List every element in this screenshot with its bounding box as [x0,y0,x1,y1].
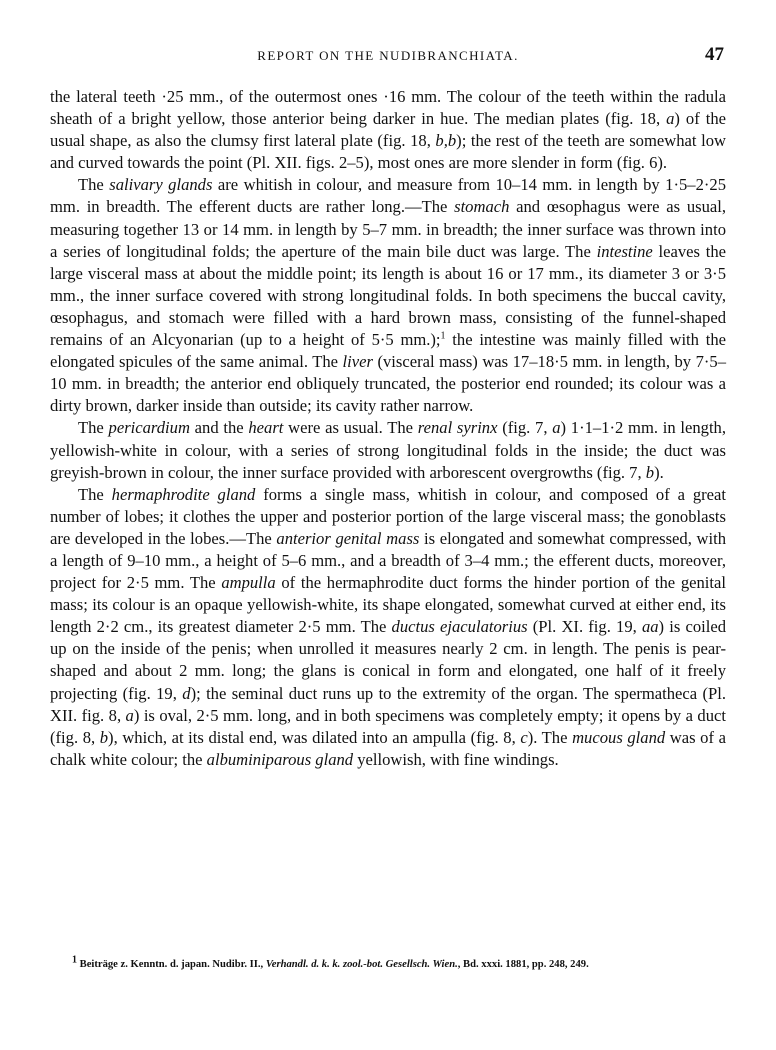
italic-term: a [552,418,561,438]
page-header [50,44,726,68]
text-run: , Bd. xxxi. 1881, pp. 248, 249. [457,959,589,970]
italic-term: albuminiparous gland [206,749,354,769]
text-run: The [78,484,112,504]
text-run: (fig. 7, [497,418,553,438]
italic-term: a [666,109,675,129]
body-text [50,86,726,771]
italic-term: b,b [435,131,457,151]
text-run: ) is coiled up on the inside of the penis; when unrolled it measures nearly 2 cm. in length. The penis is pear-shaped and about 2 mm. long; the glans is conical in form and elongated, one half of it freely projecting (fig. 19, [50,617,726,703]
footnote [72,954,732,972]
italic-term: b [99,727,109,747]
italic-term: mucous gland [572,727,666,747]
text-run: The [78,418,109,438]
text-run: ); the seminal duct runs up to the extremity of the organ. The spermatheca (Pl. XII. fig. 8, [50,683,727,725]
text-run: of the hermaphrodite duct forms the hinder portion of the genital mass; its colour is an opaque yellowish-white, its shape elongated, somewhat curved at either end, its length 2·2 cm., its greatest diameter 2·5 mm. The [50,573,726,637]
text-run: ); the rest of the teeth are somewhat low and curved towards the point (Pl. XII. figs. 2–5), most ones are more slender in form (fig. 6). [50,131,726,173]
italic-term: anterior genital mass [276,528,420,548]
italic-term: hermaphrodite gland [111,484,256,504]
text-run: was of a chalk white colour; the [50,727,726,769]
text-run: the intestine was mainly filled with the elongated spicules of the same animal. The [50,330,726,372]
paragraph-radula [50,86,726,174]
text-run: the lateral teeth ·25 mm., of the outermost ones ·16 mm. The colour of the teeth within the radula sheath of a bright yellow, those anterior being darker in hue. The median plates (fig. 18, [50,87,726,129]
italic-term: aa [641,617,659,637]
text-run: is elongated and somewhat compressed, with a length of 9–10 mm., a height of 5–6 mm., and a breadth of 3–4 mm.; the efferent ducts, moreover, project for 2·5 mm. The [50,528,727,593]
paragraph-pericardium [50,417,726,483]
italic-term: ampulla [221,573,276,593]
text-run: Beiträge z. Kenntn. d. japan. Nudibr. II., [77,959,266,970]
paragraph-hermaphrodite-gland [50,484,726,771]
text-run: The [78,175,110,195]
footnote-marker: 1 [440,330,446,342]
italic-term: a [125,705,134,725]
italic-term: heart [248,418,284,438]
text-run: were as usual. The [283,418,418,438]
page-number: 47 [705,44,724,65]
text-run: (visceral mass) was 17–18·5 mm. in length, by 7·5–10 mm. in breadth; the anterior end obliquely truncated, the posterior end rounded; its colour was a dirty brown, darker inside than outside; its cavity rather narrow. [50,352,726,416]
italic-term: ductus ejaculatorius [391,617,528,637]
text-run: yellowish, with fine windings. [353,749,559,769]
italic-term: Verhandl. d. k. k. zool.-bot. Gesellsch. Wien. [265,959,458,970]
text-run: and the [189,418,249,438]
text-run: ). The [527,727,573,747]
italic-term: b [645,462,655,482]
text-run: ) of the usual shape, as also the clumsy first lateral plate (fig. 18, [50,109,726,151]
text-run: (Pl. XI. fig. 19, [527,617,642,637]
italic-term: renal syrinx [417,418,498,438]
text-run: and œsophagus were as usual, measuring together 13 or 14 mm. in length by 5–7 mm. in breadth; the inner surface was thrown into a series of longitudinal folds; the aperture of the main bile duct was large. The [50,197,726,261]
text-run: ) is oval, 2·5 mm. long, and in both specimens was completely empty; it opens by a duct (fig. 8, [50,705,726,747]
italic-term: c [520,727,528,747]
text-run: ). [654,462,664,482]
text-run: ) 1·1–1·2 mm. in length, yellowish-white in colour, with a series of strong longitudinal folds in the inside; the duct was greyish-brown in colour, the inner surface provided with arborescent overgrowths (fig. 7, [50,418,726,482]
footnote-marker: 1 [72,954,77,966]
text-run: leaves the large visceral mass at about the middle point; its length is about 16 or 17 mm., its diameter 3 or 3·5 mm., the inner surface covered with strong longitudinal folds. In both specimens the buccal cavity, œsophagus, and stomach were filled with a hard brown mass, consisting of the funnel-shaped remains of an Alcyonarian (up to a height of 5·5 mm.); [50,241,727,350]
running-title: REPORT ON THE NUDIBRANCHIATA. [257,48,519,63]
italic-term: stomach [454,197,510,217]
paragraph-salivary-glands [50,174,726,417]
italic-term: intestine [596,241,653,261]
italic-term: salivary glands [109,175,213,195]
text-run: ), which, at its distal end, was dilated into an ampulla (fig. 8, [108,727,521,747]
italic-term: d [182,683,191,703]
text-run: forms a single mass, whitish in colour, and composed of a great number of lobes; it clothes the upper and posterior portion of the large visceral mass; the gonoblasts are developed in the lobes.—The [50,484,727,548]
italic-term: liver [342,352,373,372]
italic-term: pericardium [108,418,190,438]
text-run: are whitish in colour, and measure from 10–14 mm. in length by 1·5–2·25 mm. in breadth. The efferent ducts are rather long.—The [50,175,726,217]
